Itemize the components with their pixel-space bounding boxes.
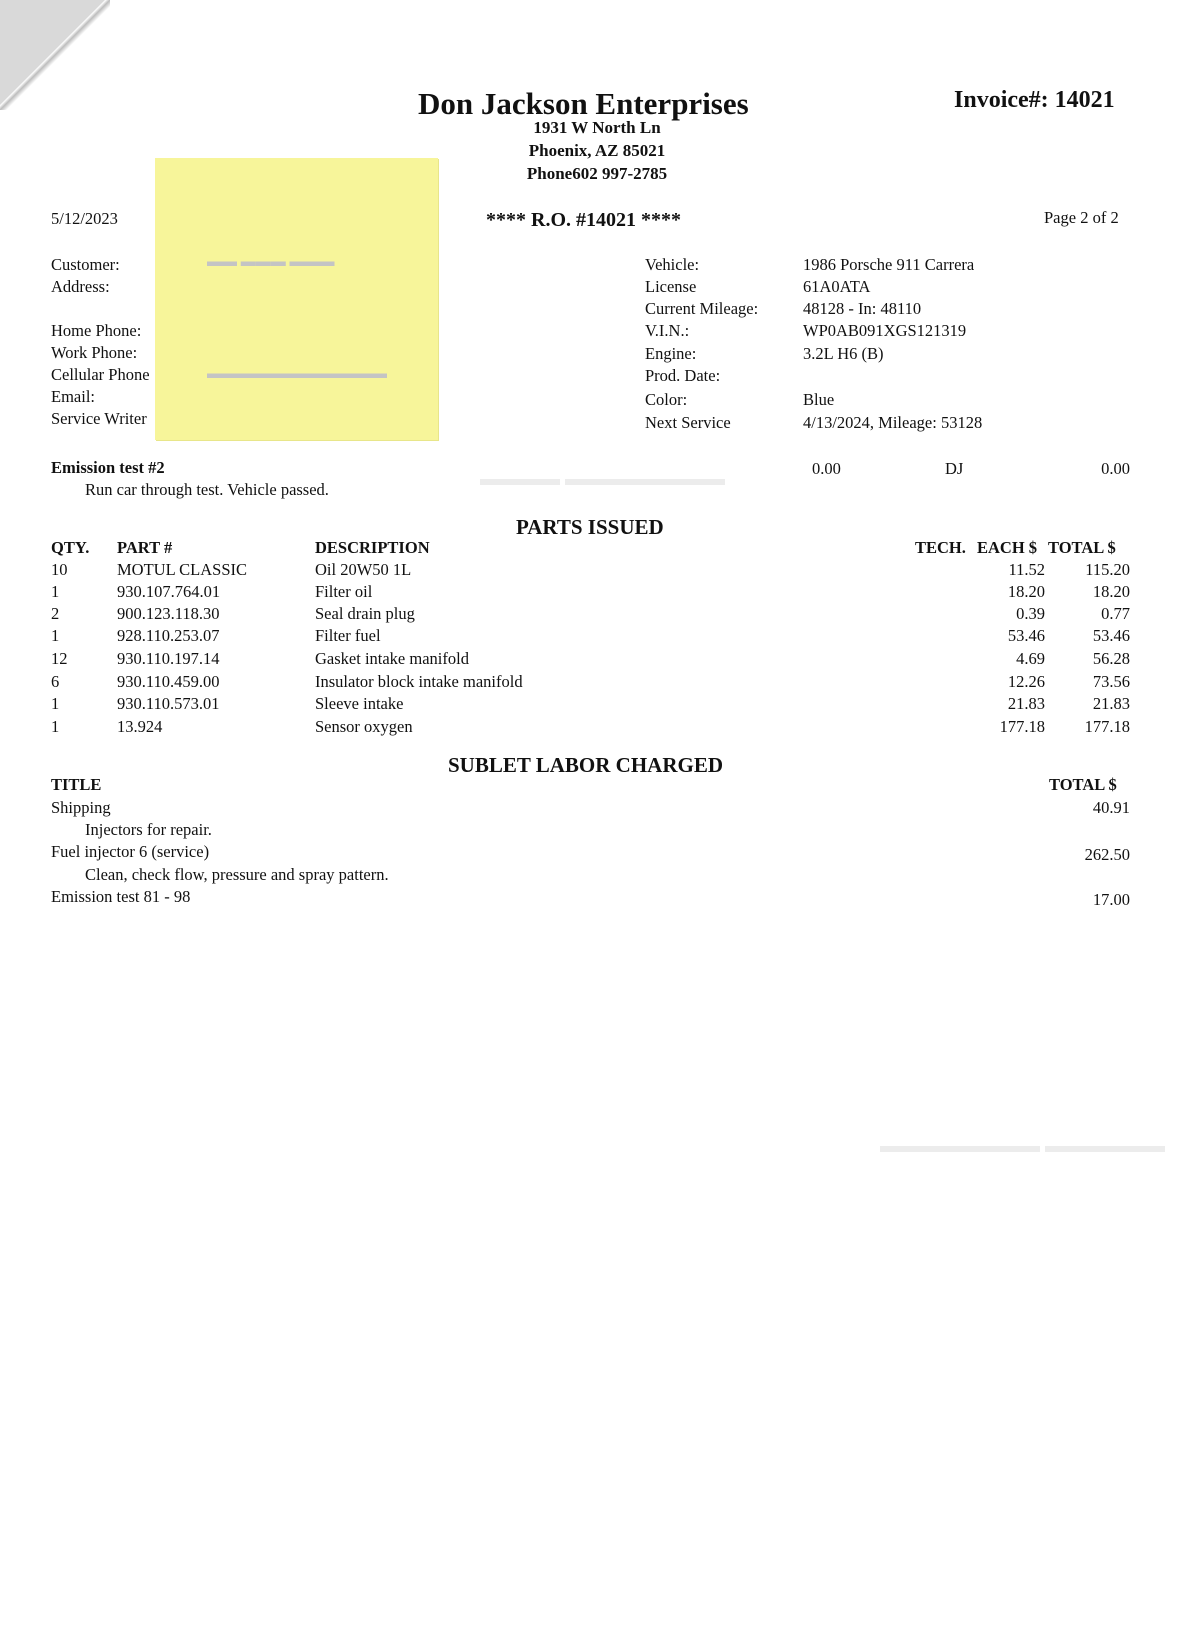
email-label: Email: (51, 387, 95, 406)
part-qty: 2 (51, 604, 60, 623)
sublet-title-header: TITLE (51, 775, 102, 794)
tech-header: TECH. (915, 538, 966, 557)
vin-label: V.I.N.: (645, 321, 690, 340)
part-total: 21.83 (1092, 694, 1130, 713)
redacted-text: ▬▬ ▬▬▬ ▬▬▬ (207, 254, 335, 270)
part-qty: 6 (51, 672, 60, 691)
part-description: Oil 20W50 1L (315, 560, 412, 579)
bleed-through-text: ▬▬▬▬ ▬▬▬▬▬▬▬▬ (480, 468, 725, 490)
part-total: 18.20 (1092, 582, 1130, 601)
sublet-note: Injectors for repair. (85, 820, 212, 839)
part-description: Sleeve intake (315, 694, 404, 713)
engine-label: Engine: (645, 344, 697, 363)
part-each: 0.39 (1016, 604, 1045, 623)
part-each: 12.26 (1007, 672, 1045, 691)
part-each: 177.18 (999, 717, 1045, 736)
work-phone-label: Work Phone: (51, 343, 138, 362)
current-mileage-label: Current Mileage: (645, 299, 759, 318)
sublet-total-header: TOTAL $ (1049, 775, 1117, 794)
part-each: 21.83 (1007, 694, 1045, 713)
next-service-label: Next Service (645, 413, 731, 432)
part-qty: 12 (51, 649, 68, 668)
sticky-note-redaction (155, 158, 438, 440)
emission-hours: 0.00 (812, 459, 841, 478)
bleed-through-text: ▬▬▬▬▬▬▬▬ ▬▬▬▬▬▬ (880, 1135, 1165, 1157)
part-description: Seal drain plug (315, 604, 415, 623)
part-qty: 1 (51, 694, 60, 713)
page-number: Page 2 of 2 (1044, 208, 1119, 227)
part-number: MOTUL CLASSIC (117, 560, 248, 579)
part-number: 930.110.459.00 (117, 672, 220, 691)
emission-title: Emission test #2 (51, 458, 165, 477)
sublet-title: Shipping (51, 798, 111, 817)
next-service-value: 4/13/2024, Mileage: 53128 (803, 413, 983, 432)
sublet-title: Fuel injector 6 (service) (51, 842, 210, 861)
part-each: 11.52 (1008, 560, 1045, 579)
part-qty: 1 (51, 626, 60, 645)
part-total: 73.56 (1092, 672, 1130, 691)
part-total: 177.18 (1084, 717, 1130, 736)
description-header: DESCRIPTION (315, 538, 430, 557)
part-header: PART # (117, 538, 173, 557)
part-description: Insulator block intake manifold (315, 672, 523, 691)
company-street: 1931 W North Ln (533, 118, 661, 137)
emission-tech: DJ (945, 459, 964, 478)
part-total: 53.46 (1092, 626, 1130, 645)
vehicle-value: 1986 Porsche 911 Carrera (803, 255, 975, 274)
part-description: Gasket intake manifold (315, 649, 469, 668)
sublet-total: 40.91 (1092, 798, 1130, 817)
part-number: 900.123.118.30 (117, 604, 220, 623)
sublet-section-title: SUBLET LABOR CHARGED (448, 753, 724, 777)
emission-note: Run car through test. Vehicle passed. (85, 480, 329, 499)
qty-header: QTY. (51, 538, 90, 557)
part-number: 13.924 (117, 717, 163, 736)
part-each: 4.69 (1016, 649, 1045, 668)
service-writer-label: Service Writer (51, 409, 147, 428)
part-description: Sensor oxygen (315, 717, 413, 736)
company-phone: Phone602 997-2785 (526, 164, 668, 183)
customer-label: Customer: (51, 255, 120, 274)
invoice-number: Invoice#: 14021 (954, 87, 1115, 113)
sublet-total: 17.00 (1092, 890, 1130, 909)
part-number: 930.110.573.01 (117, 694, 220, 713)
part-qty: 1 (51, 717, 60, 736)
emission-total: 0.00 (1101, 459, 1130, 478)
part-qty: 10 (51, 560, 68, 579)
part-total: 0.77 (1101, 604, 1130, 623)
part-total: 56.28 (1092, 649, 1130, 668)
engine-value: 3.2L H6 (B) (803, 344, 884, 363)
parts-section-title: PARTS ISSUED (516, 515, 664, 539)
license-label: License (645, 277, 697, 296)
prod-date-label: Prod. Date: (645, 366, 721, 385)
total-header: TOTAL $ (1048, 538, 1116, 557)
folded-corner-edge (0, 0, 110, 110)
sublet-total: 262.50 (1084, 845, 1130, 864)
color-label: Color: (645, 390, 688, 409)
color-value: Blue (803, 390, 835, 409)
part-number: 930.107.764.01 (117, 582, 221, 601)
current-mileage-value: 48128 - In: 48110 (803, 299, 922, 318)
company-city: Phoenix, AZ 85021 (528, 141, 666, 160)
part-description: Filter oil (315, 582, 373, 601)
repair-order-number: **** R.O. #14021 **** (486, 209, 681, 231)
sublet-note: Clean, check flow, pressure and spray pattern. (85, 865, 389, 884)
invoice-date: 5/12/2023 (51, 209, 118, 228)
license-value: 61A0ATA (803, 277, 871, 296)
part-each: 18.20 (1007, 582, 1045, 601)
vin-value: WP0AB091XGS121319 (803, 321, 967, 340)
home-phone-label: Home Phone: (51, 321, 142, 340)
part-description: Filter fuel (315, 626, 381, 645)
redacted-text: ▬▬▬▬▬▬▬▬▬▬▬▬ (207, 366, 387, 382)
vehicle-label: Vehicle: (645, 255, 700, 274)
address-label: Address: (51, 277, 110, 296)
part-qty: 1 (51, 582, 60, 601)
part-each: 53.46 (1007, 626, 1045, 645)
company-name: Don Jackson Enterprises (418, 86, 749, 121)
part-total: 115.20 (1085, 560, 1130, 579)
cellular-phone-label: Cellular Phone (51, 365, 150, 384)
part-number: 928.110.253.07 (117, 626, 220, 645)
part-number: 930.110.197.14 (117, 649, 220, 668)
each-header: EACH $ (977, 538, 1038, 557)
sublet-title: Emission test 81 - 98 (51, 887, 191, 906)
